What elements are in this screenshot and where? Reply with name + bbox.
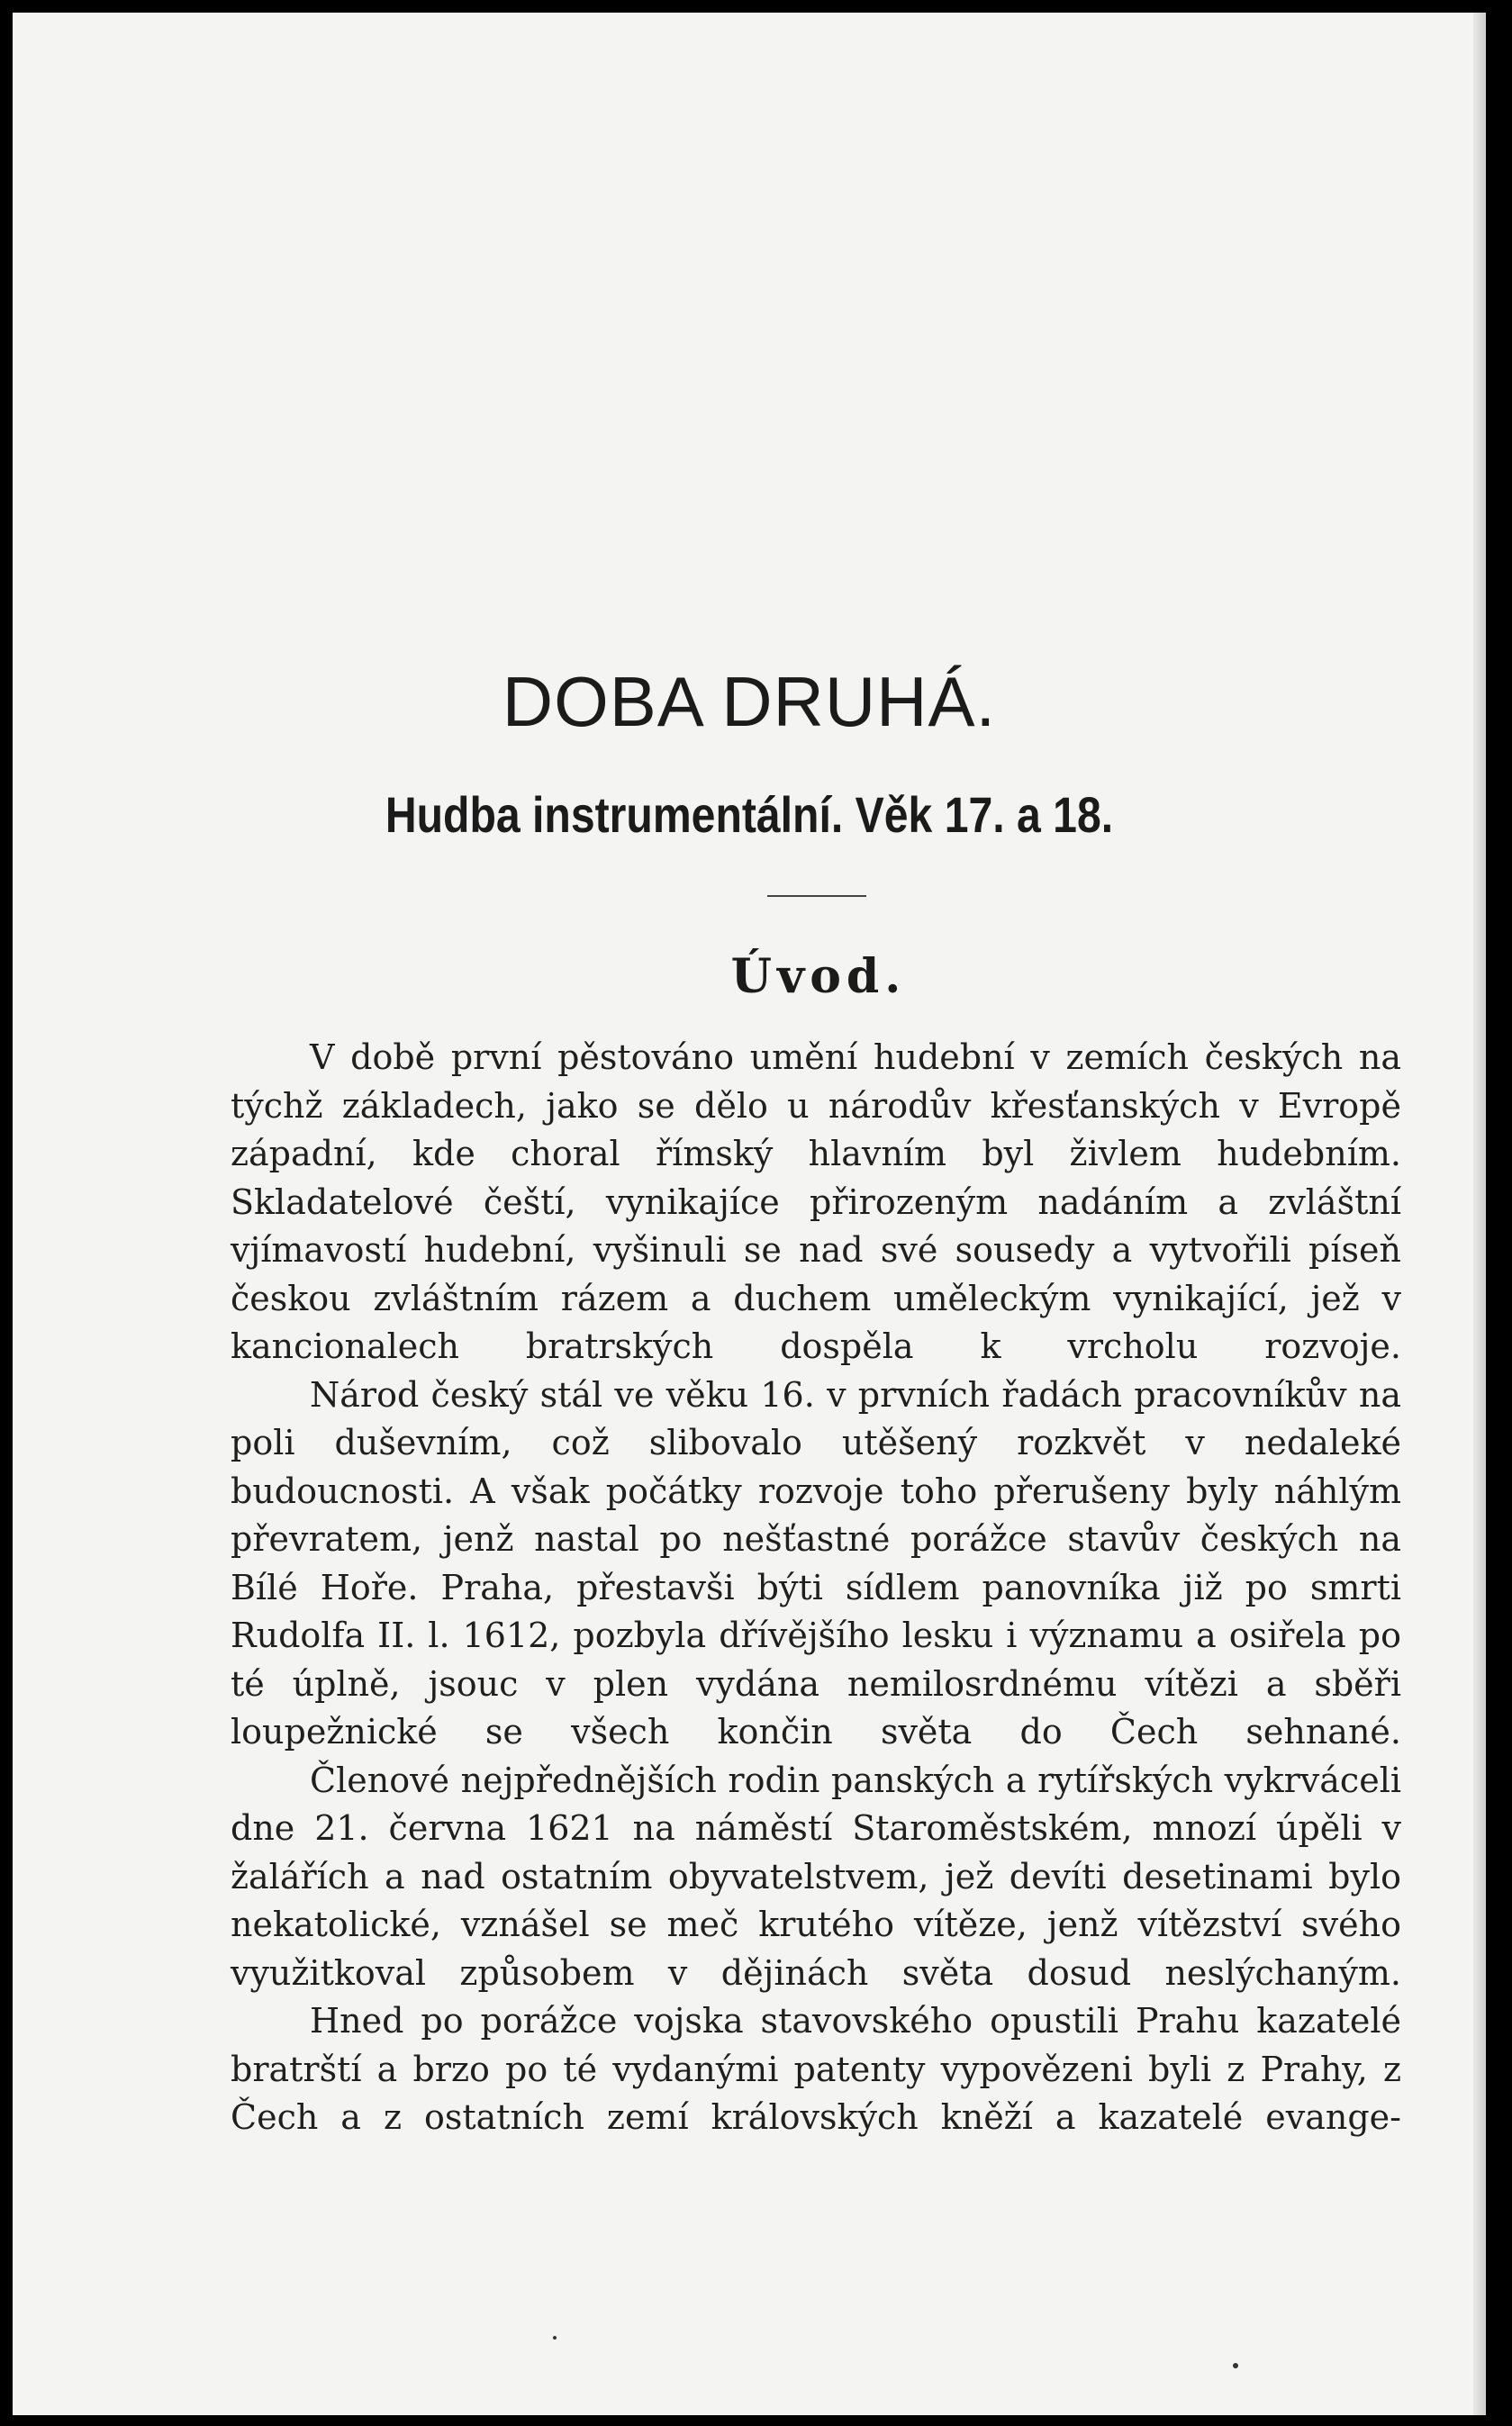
section-heading: Úvod.	[730, 949, 907, 1004]
paragraph-1: V době první pěstováno umění hudební v zemích českých na týchž základech, jako se dělo u národův křesťanských v Evropě západní, kde choral římský hlavním byl živlem hudebním. Skladatelové čeští, vynikajíce přirozeným nadáním a zvláštní vjímavostí hudební, vyšinuli se nad své sousedy a vytvořili píseň českou zvláštním rázem a duchem uměleckým vynikající, jež v kancionalech bratrských dospěla k vrcholu rozvoje.	[231, 1037, 1401, 1366]
paragraph-3: Členové nejpřednějších rodin panských a rytířských vykrváceli dne 21. června 1621 na náměstí Staroměstském, mnozí úpěli v žalářích a nad ostatním obyvatelstvem, jež devíti desetinami bylo nekatolické, vznášel se meč krutého vítěze, jenž vítězství svého využitkoval způsobem v dějinách světa dosud neslýchaným.	[231, 1760, 1401, 1993]
divider-rule	[767, 895, 866, 897]
scan-speck	[553, 2336, 557, 2340]
scan-speck	[1233, 2363, 1238, 2368]
body-text	[231, 1034, 1401, 2142]
page-subtitle: Hudba instrumentální. Věk 17. a 18.	[385, 786, 1114, 843]
book-page	[13, 13, 1486, 2415]
page-title: DOBA DRUHÁ.	[502, 662, 997, 741]
paragraph-4: Hned po porážce vojska stavovského opustili Prahu kazatelé bratrští a brzo po té vydanými patenty vypovězeni byli z Prahy, z Čech a z ostatních zemí královských kněží a kazatelé evange-	[231, 2001, 1401, 2137]
paragraph-2: Národ český stál ve věku 16. v prvních řadách pracovníkův na poli duševním, což slibovalo utěšený rozkvět v nedaleké budoucnosti. A však počátky rozvoje toho přerušeny byly náhlým převratem, jenž nastal po nešťastné porážce stavův českých na Bílé Hoře. Praha, přestavši býti sídlem panovníka již po smrti Rudolfa II. l. 1612, pozbyla dřívějšího lesku i významu a osiřela po té úplně, jsouc v plen vydána nemilosrdnému vítězi a sběři loupežnické se všech končin světa do Čech sehnané.	[231, 1374, 1401, 1752]
scan-edge	[1473, 13, 1486, 2415]
